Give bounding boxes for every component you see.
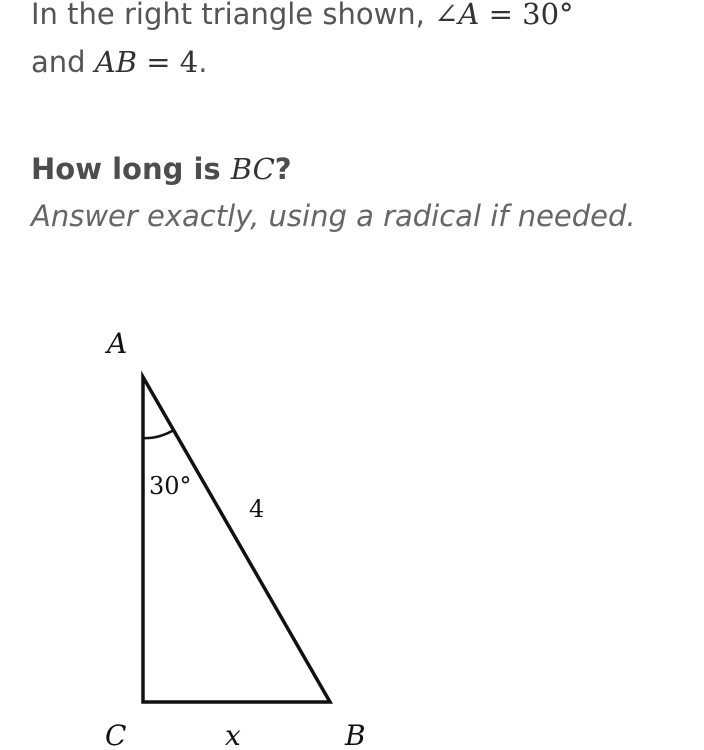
problem-intro-text: In the right triangle shown,: [31, 0, 435, 31]
angle-a-label: 30°: [149, 472, 192, 500]
question-prefix: How long is: [31, 152, 231, 186]
answer-instruction: Answer exactly, using a radical if needed.: [31, 199, 636, 233]
equals-sign: =: [137, 45, 180, 79]
segment-bc-symbol: BC: [230, 152, 275, 186]
angle-a-symbol: ∠A: [434, 0, 480, 31]
vertex-a-label: A: [107, 327, 128, 360]
base-label: x: [225, 719, 241, 750]
question-suffix: ?: [274, 152, 292, 186]
equals-sign: =: [479, 0, 523, 31]
angle-a-value: 30°: [522, 0, 574, 31]
segment-ab-value: 4: [179, 45, 199, 79]
triangle-outline: [143, 377, 330, 702]
and-text: and: [31, 45, 95, 79]
angle-a-arc: [143, 430, 174, 438]
period: .: [198, 45, 208, 79]
hypotenuse-label: 4: [249, 495, 265, 523]
vertex-b-label: B: [345, 719, 366, 750]
vertex-c-label: C: [105, 719, 127, 750]
segment-ab-symbol: AB: [94, 45, 138, 79]
